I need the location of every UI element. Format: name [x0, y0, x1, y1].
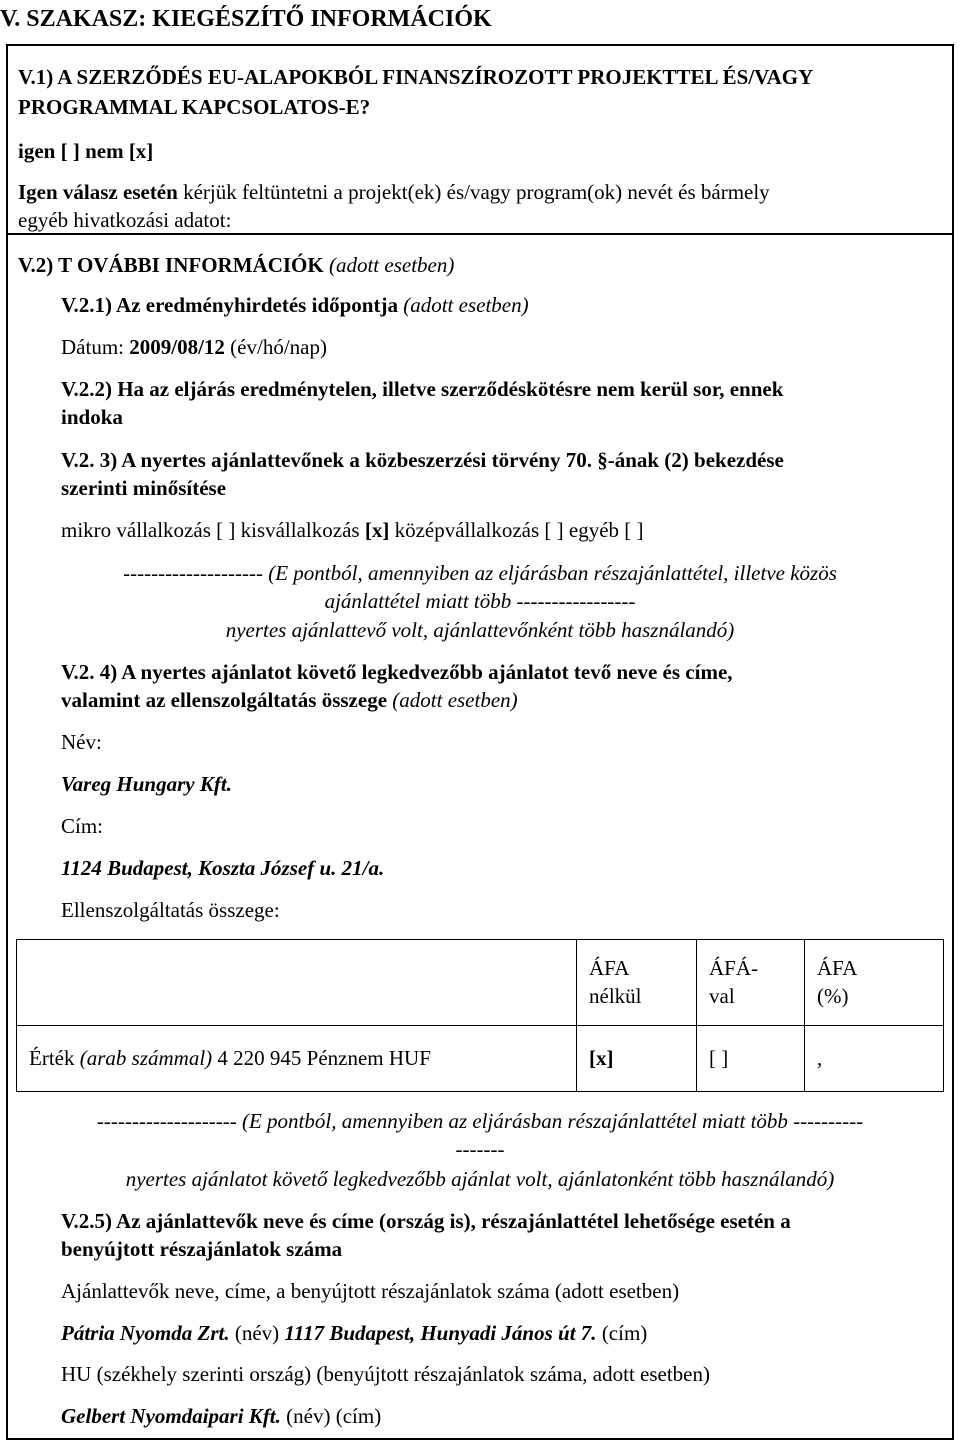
name-value: Vareg Hungary Kft.	[61, 772, 232, 796]
with-vat-mark: [ ]	[697, 1026, 805, 1092]
amount-label: Ellenszolgáltatás összege:	[61, 898, 280, 922]
v1-note-text: kérjük feltüntetni a projekt(ek) és/vagy program(ok) nevét és bármely	[177, 180, 770, 204]
date-line	[61, 334, 327, 361]
bidder-2-tags: (név) (cím)	[280, 1404, 382, 1428]
section-title: V. SZAKASZ: KIEGÉSZÍTŐ INFORMÁCIÓK	[0, 6, 492, 32]
v24-note: (adott esetben)	[387, 688, 518, 712]
qualification-text-2: középvállalkozás [ ] egyéb [ ]	[389, 518, 644, 542]
split-note-2: -------------------- (E pontból, amennyiben az eljárásban részajánlattétel miatt több ----------	[96, 1109, 864, 1133]
qualification-line	[61, 517, 644, 544]
value-table	[16, 939, 944, 1092]
address-value: 1124 Budapest, Koszta József u. 21/a.	[61, 856, 385, 880]
vat-pct-value: ,	[805, 1026, 944, 1092]
table-header-with-vat	[697, 940, 805, 1026]
value-amount: 4 220 945 Pénznem HUF	[212, 1045, 431, 1070]
v21-note: (adott esetben)	[397, 293, 529, 317]
address-label: Cím:	[61, 814, 104, 838]
v1-note	[18, 179, 770, 206]
value-cell	[17, 1026, 577, 1092]
table-header-blank	[17, 940, 577, 1026]
bidder-1-address: 1117 Budapest, Hunyadi János út 7.	[284, 1321, 597, 1345]
no-vat-mark: [x]	[577, 1026, 697, 1092]
v21-title: V.2.1) Az eredményhirdetés időpontja	[61, 293, 398, 317]
name-label: Név:	[61, 730, 102, 754]
split-note-2-cont2: nyertes ajánlatot követő legkedvezőbb ajánlat volt, ajánlatonként több használandó)	[125, 1167, 835, 1191]
header-with-vat-2: val	[709, 983, 735, 1008]
v1-note-cont: egyéb hivatkozási adatot:	[18, 208, 232, 232]
date-value: 2009/08/12	[129, 335, 225, 359]
v2-heading-note: (adott esetben)	[323, 253, 455, 277]
v24-heading: V.2. 4) A nyertes ajánlatot követő legkedvezőbb ajánlatot tevő neve és címe,	[61, 660, 733, 684]
v23-heading: V.2. 3) A nyertes ajánlattevőnek a közbeszerzési törvény 70. §-ának (2) bekezdése	[61, 448, 784, 472]
value-label: Érték	[29, 1045, 80, 1070]
bidder-1-name: Pátria Nyomda Zrt.	[61, 1321, 230, 1345]
v2-heading-title: V.2) T OVÁBBI INFORMÁCIÓK	[18, 253, 324, 277]
table-header-vat-pct	[805, 940, 944, 1026]
table-header-row	[17, 940, 944, 1026]
v1-heading-cont: PROGRAMMAL KAPCSOLATOS-E?	[18, 95, 371, 119]
bidder-1	[61, 1320, 647, 1347]
v24-heading-cont	[61, 687, 518, 714]
v24-title-cont: valamint az ellenszolgáltatás összege	[61, 688, 388, 712]
table-header-no-vat	[577, 940, 697, 1026]
header-no-vat-1: ÁFA	[589, 956, 630, 981]
split-note-2-cont: -------	[455, 1137, 505, 1161]
bidder-1-address-tag: (cím)	[596, 1321, 648, 1345]
bidder-2-name: Gelbert Nyomdaipari Kft.	[61, 1404, 281, 1428]
bidder-1-name-tag: (név)	[229, 1321, 285, 1345]
header-vat-pct-2: (%)	[817, 983, 849, 1008]
qualification-text: mikro vállalkozás [ ] kisvállalkozás	[61, 518, 365, 542]
header-no-vat-2: nélkül	[589, 983, 642, 1008]
v25-heading: V.2.5) Az ajánlattevők neve és címe (ország is), részajánlattétel lehetősége esetén a	[61, 1209, 791, 1233]
v1-note-bold: Igen válasz esetén	[18, 180, 178, 204]
date-label: Dátum:	[61, 335, 130, 359]
v2-heading	[18, 252, 454, 279]
header-with-vat-1: ÁFÁ-	[709, 956, 759, 981]
split-note-1: -------------------- (E pontból, amennyiben az eljárásban részajánlattétel, illetve közös	[123, 561, 837, 585]
split-note-1-cont: ajánlattétel miatt több -----------------	[324, 589, 636, 613]
bidder-2	[61, 1403, 381, 1430]
v22-heading: V.2.2) Ha az eljárás eredménytelen, illetve szerződéskötésre nem kerül sor, ennek	[61, 377, 784, 401]
date-format: (év/hó/nap)	[224, 335, 327, 359]
table-value-row	[17, 1026, 944, 1092]
v25-heading-cont: benyújtott részajánlatok száma	[61, 1237, 343, 1261]
value-note: (arab számmal)	[79, 1045, 213, 1070]
split-note-1-cont2: nyertes ajánlattevő volt, ajánlattevőnként több használandó)	[225, 618, 735, 642]
bidder-1-country: HU (székhely szerinti ország) (benyújtott részajánlatok száma, adott esetben)	[61, 1362, 711, 1386]
v25-subheading: Ajánlattevők neve, címe, a benyújtott részajánlatok száma (adott esetben)	[61, 1279, 680, 1303]
header-vat-pct-1: ÁFA	[817, 956, 858, 981]
qualification-selected: [x]	[364, 518, 390, 542]
v22-heading-cont: indoka	[61, 405, 123, 429]
section-divider	[6, 233, 954, 235]
v21-heading	[61, 292, 529, 319]
v23-heading-cont: szerinti minősítése	[61, 476, 227, 500]
v1-heading: V.1) A SZERZŐDÉS EU-ALAPOKBÓL FINANSZÍROZOTT PROJEKTTEL ÉS/VAGY	[18, 65, 814, 89]
v1-answer: igen [ ] nem [x]	[18, 139, 154, 163]
